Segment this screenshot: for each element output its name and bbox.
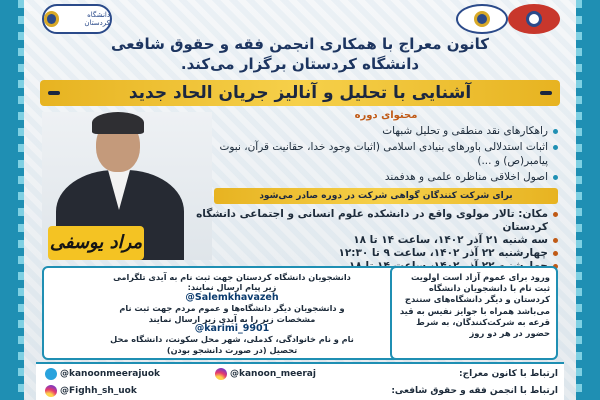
speaker-hair [92,112,144,134]
telegram-handle-public[interactable]: @karimi_9901 [194,323,270,335]
certificate-notice: برای شرکت کنندگان گواهی شرکت در دوره صادر می‌شود [214,188,558,204]
association-instagram-link[interactable] [42,384,137,398]
organizer-heading [108,34,492,74]
kanoon-meeraj-logo [508,4,560,34]
list-item: راهکارهای نقد منطقی و تحلیل شبهات [214,124,558,138]
organizer-heading-line-2: دانشگاه کردستان برگزار می‌کند. [180,55,420,73]
course-title-banner: آشنایی با تحلیل و آنالیز جریان الحاد جدید [40,80,560,106]
course-content-list [214,124,558,186]
event-location: مکان: تالار مولوی واقع در دانشکده علوم انسانی و اجتماعی دانشگاه کردستان [152,208,558,234]
kanoon-instagram-link[interactable] [212,367,316,381]
association-contact-label: ارتباط با انجمن فقه و حقوق شافعی: [391,386,558,396]
registration-line-6: تحصیل (در صورت دانشجو بودن) [166,344,298,355]
university-logo-text: دانشگاه کردستان [84,11,110,27]
kanoon-telegram-handle: @kanoonmeerajuok [60,369,160,379]
registration-line-1: دانشجویان دانشگاه کردستان جهت ثبت نام به آیدی تلگرامی [113,272,351,282]
shafii-law-association-logo [456,4,508,34]
speaker-signature: مراد یوسفی [48,226,144,260]
telegram-handle-students[interactable]: @Salemkhavazeh [185,291,279,303]
event-session-2: چهارشنبه ۲۲ آذر ۱۴۰۲، ساعت ۹ تا ۱۲:۳۰ [152,247,558,260]
admission-info-box [390,266,558,360]
registration-line-3: و دانشجویان دیگر دانشگاه‌ها و عموم مردم جهت ثبت نام [119,303,345,314]
association-instagram-handle: @Fighh_sh_uok [60,386,137,396]
registration-line-5: نام و نام خانوادگی، کدملی، شهر محل سکونت، دانشگاه محل [110,334,354,345]
admission-text: ورود برای عموم آزاد است اولویت ثبت نام با دانشجویان دانشگاه کردستان و دیگر دانشگاه‌های سنندج می‌باشد همراه با جوایز نفیس به قید قرعه به شرکت‌کنندگان، به شرط حضور در هر دو روز [399,272,550,339]
university-seal-icon [44,11,59,27]
event-session-1: سه شنبه ۲۱ آذر ۱۴۰۲، ساعت ۱۴ تا ۱۸ [152,234,558,247]
telegram-icon [45,368,57,380]
course-content-heading: محتوای دوره [354,110,418,121]
kanoon-instagram-handle: @kanoon_meeraj [230,369,316,379]
kanoon-contact-label: ارتباط با کانون معراج: [459,369,558,379]
registration-line-4: مشخصات زیر را به آیدی زیر ارسال نمایند [148,313,316,324]
event-info [152,208,558,273]
instagram-icon [215,368,227,380]
registration-line-2: زیر پیام ارسال نمایند: [187,282,277,293]
contact-footer [36,362,564,400]
kanoon-telegram-link[interactable] [42,367,160,381]
list-item: اصول اخلاقی مناظره علمی و هدفمند [214,170,558,184]
university-of-kurdistan-logo [42,4,112,34]
organizer-heading-line-1: کانون معراج با همکاری انجمن فقه و حقوق شافعی [111,35,489,53]
association-emblem-icon [474,11,490,27]
instagram-icon [45,385,57,397]
kanoon-emblem-icon [526,11,542,27]
registration-box [42,266,422,360]
list-item: اثبات استدلالی باورهای بنیادی اسلامی (اثبات وجود خدا، حقانیت قرآن، نبوت پیامبر(ص) و ...) [214,140,558,168]
